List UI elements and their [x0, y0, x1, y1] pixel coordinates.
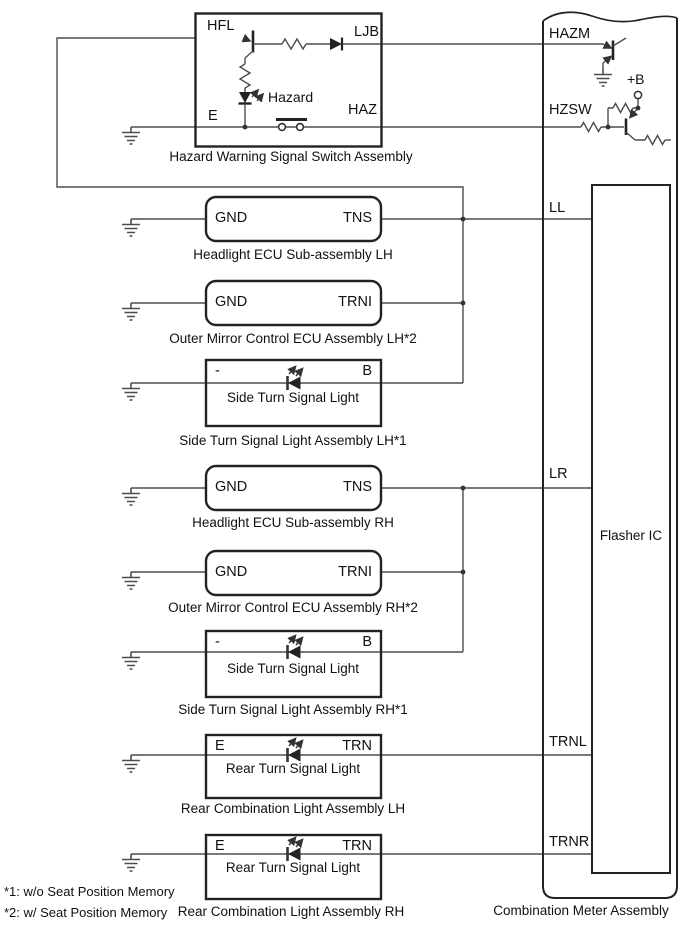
lamp-inner-label: Side Turn Signal Light	[226, 661, 360, 676]
footnote-2: *2: w/ Seat Position Memory	[4, 905, 168, 920]
resistor	[613, 104, 633, 113]
resistor-vertical	[240, 64, 250, 88]
lamp-inner-label: Side Turn Signal Light	[226, 390, 360, 405]
component-caption: Headlight ECU Sub-assembly LH	[193, 247, 393, 262]
component-caption: Outer Mirror Control ECU Assembly RH*2	[168, 600, 418, 615]
hazard-switch-caption: Hazard Warning Signal Switch Assembly	[169, 149, 413, 164]
component-caption: Side Turn Signal Light Assembly LH*1	[179, 433, 407, 448]
meter-internals	[603, 38, 671, 145]
pin-trni: TRNI	[338, 564, 372, 580]
footnote-1: *1: w/o Seat Position Memory	[4, 884, 175, 899]
led-ray	[257, 94, 263, 101]
pin-hfl: HFL	[207, 18, 235, 34]
pin-ll: LL	[549, 200, 566, 216]
pin-tns: TNS	[343, 479, 372, 495]
component-caption: Rear Combination Light Assembly LH	[180, 801, 406, 816]
pin-row	[206, 479, 381, 495]
pin-ljb: LJB	[354, 24, 379, 40]
pin-minus: -	[215, 634, 220, 650]
hazard-led	[239, 92, 251, 103]
lamp-inner-label: Rear Turn Signal Light	[225, 860, 361, 875]
pin-gnd: GND	[215, 210, 248, 226]
pin-trn: TRN	[342, 738, 372, 754]
pin-e: E	[215, 838, 225, 854]
pin-gnd: GND	[215, 564, 248, 580]
pin-row	[206, 294, 381, 310]
switch-contact	[279, 124, 286, 131]
hazard-led-label: Hazard	[268, 89, 314, 105]
pin-haz: HAZ	[348, 102, 377, 118]
pin-row	[206, 363, 381, 379]
pin-row	[206, 564, 381, 580]
meter-caption: Combination Meter Assembly	[493, 903, 669, 918]
pin-row	[206, 838, 381, 854]
pin-trnl: TRNL	[549, 734, 587, 750]
plus-b-terminal	[634, 91, 641, 98]
wire-haz-resistor	[581, 123, 601, 132]
lamp-inner-label: Rear Turn Signal Light	[225, 761, 361, 776]
pin-row	[206, 210, 381, 226]
pin-gnd: GND	[215, 479, 248, 495]
pin-trnr: TRNR	[549, 834, 590, 850]
torn-edge	[543, 12, 677, 21]
pin-tns: TNS	[343, 210, 372, 226]
pin-row	[206, 738, 381, 754]
pin-lr: LR	[549, 466, 568, 482]
led-ray	[252, 90, 258, 97]
pin-hazm: HAZM	[549, 26, 591, 42]
pin-row	[206, 634, 381, 650]
pin-hzsw: HZSW	[549, 102, 592, 118]
plus-b-label: +B	[627, 71, 645, 87]
pin-e: E	[215, 738, 225, 754]
pin-trn: TRN	[342, 838, 372, 854]
pin-trni: TRNI	[338, 294, 372, 310]
component-caption: Rear Combination Light Assembly RH	[177, 904, 405, 919]
component-caption: Side Turn Signal Light Assembly RH*1	[178, 702, 408, 717]
flasher-ic-label: Flasher IC	[599, 528, 663, 543]
pin-minus: -	[215, 363, 220, 379]
pin-e: E	[208, 108, 218, 124]
resistor	[282, 39, 306, 49]
resistor	[645, 136, 665, 145]
switch-contact	[297, 124, 304, 131]
pin-b: B	[362, 363, 372, 379]
pin-gnd: GND	[215, 294, 248, 310]
combination-meter-box	[543, 12, 677, 898]
diode	[330, 38, 342, 50]
pin-b: B	[362, 634, 372, 650]
component-caption: Headlight ECU Sub-assembly RH	[192, 515, 394, 530]
component-caption: Outer Mirror Control ECU Assembly LH*2	[169, 331, 417, 346]
